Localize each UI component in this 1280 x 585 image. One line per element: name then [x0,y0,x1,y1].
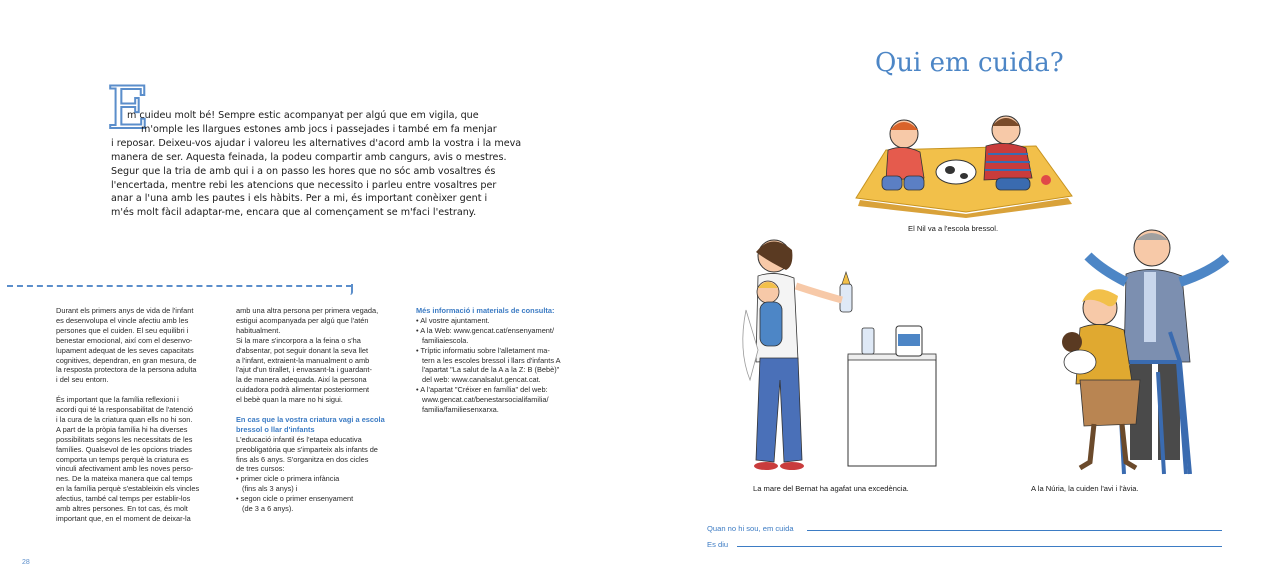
bullet-continuation: (de 3 a 6 anys). [242,504,294,514]
intro-line: m'és molt fàcil adaptar-me, encara que al començament se m'faci l'estrany. [111,207,477,219]
drop-cap: E [107,74,150,142]
text-line: fins als 6 anys. S'organitza en dos cicles [236,454,369,464]
text-line: afectius, també cal temps per establir-los [56,494,191,504]
text-line: benestar emocional, així com el desenvo- [56,335,193,345]
paragraph [56,306,226,385]
text-line: la resposta protectora de la persona adulta [56,365,197,375]
intro-line: m cuideu molt bé! Sempre estic acompanyat per algú que em vigila, que [127,110,479,121]
text-column-2 [236,306,408,514]
text-line: l'ajut d'un tirallet, i envasant-la i guardant- [236,365,372,375]
text-line: preobligatòria que s'imparteix als infants de [236,444,378,454]
text-line: es desenvolupa el vincle afectiu amb les [56,315,189,325]
page-title: Qui em cuida? [875,48,1064,78]
info-item-continuation: familia/familiesenxarxa. [422,405,499,415]
text-line: important que, en el moment de deixar-la [56,514,191,524]
text-line: persones que el cuiden. El seu equilibri i [56,325,189,335]
form-label-name: Es diu [707,540,729,549]
caregiver-fill-line[interactable] [807,530,1222,531]
info-item-continuation: familiaiescola. [422,335,469,345]
text-column-1 [56,306,226,534]
paragraph [236,435,408,514]
intro-line: Segur que la tria de amb qui i a on passo les hores que no sóc amb vosaltres és [111,165,496,177]
info-item: • Al vostre ajuntament. [416,316,596,326]
paragraph [236,306,408,405]
info-item: • Tríptic informatiu sobre l'alletament ma- [416,346,596,356]
intro-line: anar a l'una amb les pautes i els hàbits. Per a mi, és important conèixer gent i [111,193,488,205]
text-line: d'absentar, pot seguir donant la seva llet [236,345,369,355]
info-item: • A l'apartat "Créixer en família" del web: [416,385,596,395]
text-line: estigui acompanyada per algú que l'atén [236,315,369,325]
dashed-divider [7,285,352,287]
caption-nil: El Nil va a l'escola bressol. [908,224,999,233]
text-column-3 [416,306,596,415]
text-line: el bebè quan la mare no hi sigui. [236,395,343,405]
text-line: cognitives, dependran, en gran mesura, de [56,355,197,365]
bullet-item: • segon cicle o primer ensenyament [236,494,408,504]
form-label-caregiver: Quan no hi sou, em cuida [707,524,794,533]
section-heading [236,415,408,435]
name-fill-line[interactable] [737,546,1222,547]
text-line: És important que la família reflexioni i [56,395,179,405]
page-number: 28 [22,559,30,566]
form-row-name [707,537,1222,549]
info-heading: Més informació i materials de consulta: [416,306,555,315]
info-item: • A la Web: www.gencat.cat/ensenyament/ [416,326,596,336]
intro-text [111,109,531,220]
intro-line: i reposar. Deixeu-vos ajudar i valoreu les alternatives d'acord amb la vostra i la meva [111,137,522,149]
text-line: comporta un temps perquè la criatura es [56,454,189,464]
bullet-item: • primer cicle o primera infància [236,474,408,484]
text-line: Si la mare s'incorpora a la feina o s'ha [236,335,361,345]
illustration-toddlers-on-mat [846,100,1078,220]
text-line: lupament adequat de les seves capacitats [56,345,194,355]
caption-nuria: A la Núria, la cuiden l'avi i l'àvia. [1031,484,1139,493]
text-line: amb una altra persona per primera vegada, [236,306,379,315]
text-line: famílies. Qualsevol de les opcions triades [56,444,192,454]
text-line: amb altres persones. En tot cas, és molt [56,504,188,514]
heading-line: En cas que la vostra criatura vagi a escola [236,414,385,424]
text-line: L'educació infantil és l'etapa educativa [236,434,362,444]
illustration-grandparents-with-baby [1040,212,1240,482]
text-line: acordi qui té la responsabilitat de l'atenció [56,405,193,415]
text-line: la de manera adequada. Així la persona [236,375,367,385]
caption-bernat: La mare del Bernat ha agafat una excedència. [753,484,909,493]
bullet-continuation: (fins als 3 anys) i [242,484,298,494]
illustration-mother-with-baby [736,230,956,480]
text-line: A part de la pròpia família hi ha diverses [56,424,188,434]
intro-line: manera de ser. Aquesta feinada, la podeu compartir amb cangurs, avis o mestres. [111,151,507,163]
info-item-continuation: l'apartat "La salut de la A a la Z: B (Bebè)" [422,365,560,375]
text-line: en la família perquè s'estableixin els vincles [56,484,200,494]
text-line: possibilitats segons les necessitats de les [56,434,193,444]
dashed-divider-end [348,284,353,295]
text-line: a l'infant, extraient-la manualment o amb [236,355,370,365]
text-line: Durant els primers anys de vida de l'infant [56,306,194,315]
text-line: i la cura de la criatura quan ells no hi son. [56,414,193,424]
text-line: i del seu entorn. [56,375,109,385]
info-item-continuation: tern a les escoles bressol i llars d'infants A [422,355,561,365]
heading-line: bressol o llar d'infants [236,424,315,434]
text-line: habitualment. [236,325,281,335]
text-line: nes. De la mateixa manera que cal temps [56,474,193,484]
text-line: cuidadora podrà alimentar posteriorment [236,385,370,395]
text-line: vinculi afectivament amb les noves perso- [56,464,194,474]
paragraph [56,395,226,524]
info-item-continuation: del web: www.canalsalut.gencat.cat. [422,375,541,385]
intro-line: l'encertada, mentre rebi les atencions que necessito i parleu entre vosaltres per [111,179,497,191]
right-page [640,0,1280,585]
intro-line: m'omple les llargues estones amb jocs i passejades i també em fa menjar [141,123,497,135]
info-item-continuation: www.gencat.cat/benestarsocialifamilia/ [422,395,549,405]
form-row-caregiver [707,521,1222,533]
text-line: de tres cursos: [236,464,285,474]
